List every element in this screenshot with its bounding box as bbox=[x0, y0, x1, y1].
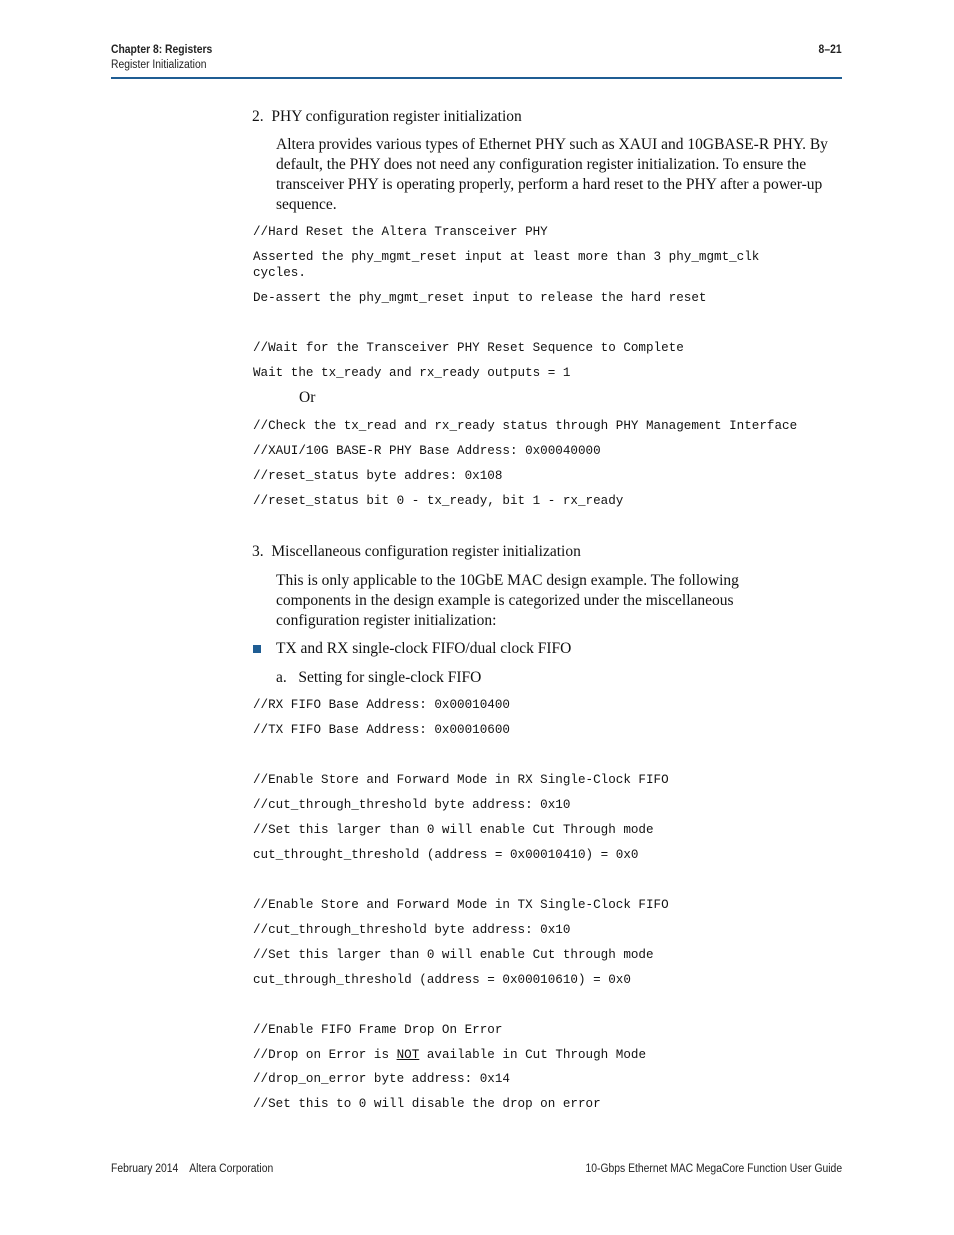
code-fragment: //Drop on Error is bbox=[253, 1048, 397, 1062]
header-rule bbox=[111, 77, 842, 79]
code-line: //Enable Store and Forward Mode in TX Single-Clock FIFO bbox=[253, 898, 669, 912]
code-line-drop-on-error bbox=[253, 1048, 646, 1062]
sub-step-a: a. Setting for single-clock FIFO bbox=[276, 669, 482, 686]
code-line: cut_throught_threshold (address = 0x00010410) = 0x0 bbox=[253, 848, 639, 862]
code-line: //Set this to 0 will disable the drop on error bbox=[253, 1097, 601, 1111]
bullet-item: TX and RX single-clock FIFO/dual clock FIFO bbox=[276, 640, 572, 657]
code-line: //Set this larger than 0 will enable Cut through mode bbox=[253, 948, 654, 962]
step2-paragraph: Altera provides various types of Ethernet PHY such as XAUI and 10GBASE-R PHY. By default, the PHY does not need any configuration register initialization. To ensure the transceiver PHY is operating properly, perform a hard reset to the PHY after a power-up sequence. bbox=[276, 136, 828, 213]
code-line: //Wait for the Transceiver PHY Reset Sequence to Complete bbox=[253, 341, 684, 355]
bullet-square-icon bbox=[253, 645, 261, 653]
code-line: //Set this larger than 0 will enable Cut Through mode bbox=[253, 823, 654, 837]
code-line: //RX FIFO Base Address: 0x00010400 bbox=[253, 698, 510, 712]
code-line: //TX FIFO Base Address: 0x00010600 bbox=[253, 723, 510, 737]
step3-heading: 3. Miscellaneous configuration register initialization bbox=[252, 543, 581, 560]
code-line: //Hard Reset the Altera Transceiver PHY bbox=[253, 225, 548, 239]
code-line: cycles. bbox=[253, 266, 306, 280]
or-separator: Or bbox=[299, 389, 316, 406]
code-fragment: available in Cut Through Mode bbox=[419, 1048, 647, 1062]
code-line: De-assert the phy_mgmt_reset input to release the hard reset bbox=[253, 291, 707, 305]
code-line: //XAUI/10G BASE-R PHY Base Address: 0x00040000 bbox=[253, 444, 601, 458]
code-line: Wait the tx_ready and rx_ready outputs = 1 bbox=[253, 366, 571, 380]
chapter-title: Chapter 8: Registers bbox=[111, 44, 213, 56]
code-line: //reset_status byte addres: 0x108 bbox=[253, 469, 503, 483]
code-line: //Enable Store and Forward Mode in RX Single-Clock FIFO bbox=[253, 773, 669, 787]
code-line: //cut_through_threshold byte address: 0x10 bbox=[253, 798, 571, 812]
section-title: Register Initialization bbox=[111, 59, 207, 71]
footer-date-org: February 2014 Altera Corporation bbox=[111, 1163, 274, 1175]
footer-guide-title: 10-Gbps Ethernet MAC MegaCore Function User Guide bbox=[585, 1163, 842, 1175]
not-emphasis: NOT bbox=[396, 1048, 420, 1062]
code-line: Asserted the phy_mgmt_reset input at least more than 3 phy_mgmt_clk bbox=[253, 250, 760, 264]
code-line: //Check the tx_read and rx_ready status through PHY Management Interface bbox=[253, 419, 798, 433]
page-number: 8–21 bbox=[818, 44, 842, 56]
step3-paragraph: This is only applicable to the 10GbE MAC design example. The following components in the design example is categorized under the miscellaneous configuration register initialization: bbox=[276, 572, 739, 629]
step2-heading: 2. PHY configuration register initialization bbox=[252, 108, 522, 125]
code-line: //drop_on_error byte address: 0x14 bbox=[253, 1072, 510, 1086]
code-line: //reset_status bit 0 - tx_ready, bit 1 - rx_ready bbox=[253, 494, 624, 508]
code-line: cut_through_threshold (address = 0x00010610) = 0x0 bbox=[253, 973, 631, 987]
code-line: //Enable FIFO Frame Drop On Error bbox=[253, 1023, 503, 1037]
code-line: //cut_through_threshold byte address: 0x10 bbox=[253, 923, 571, 937]
